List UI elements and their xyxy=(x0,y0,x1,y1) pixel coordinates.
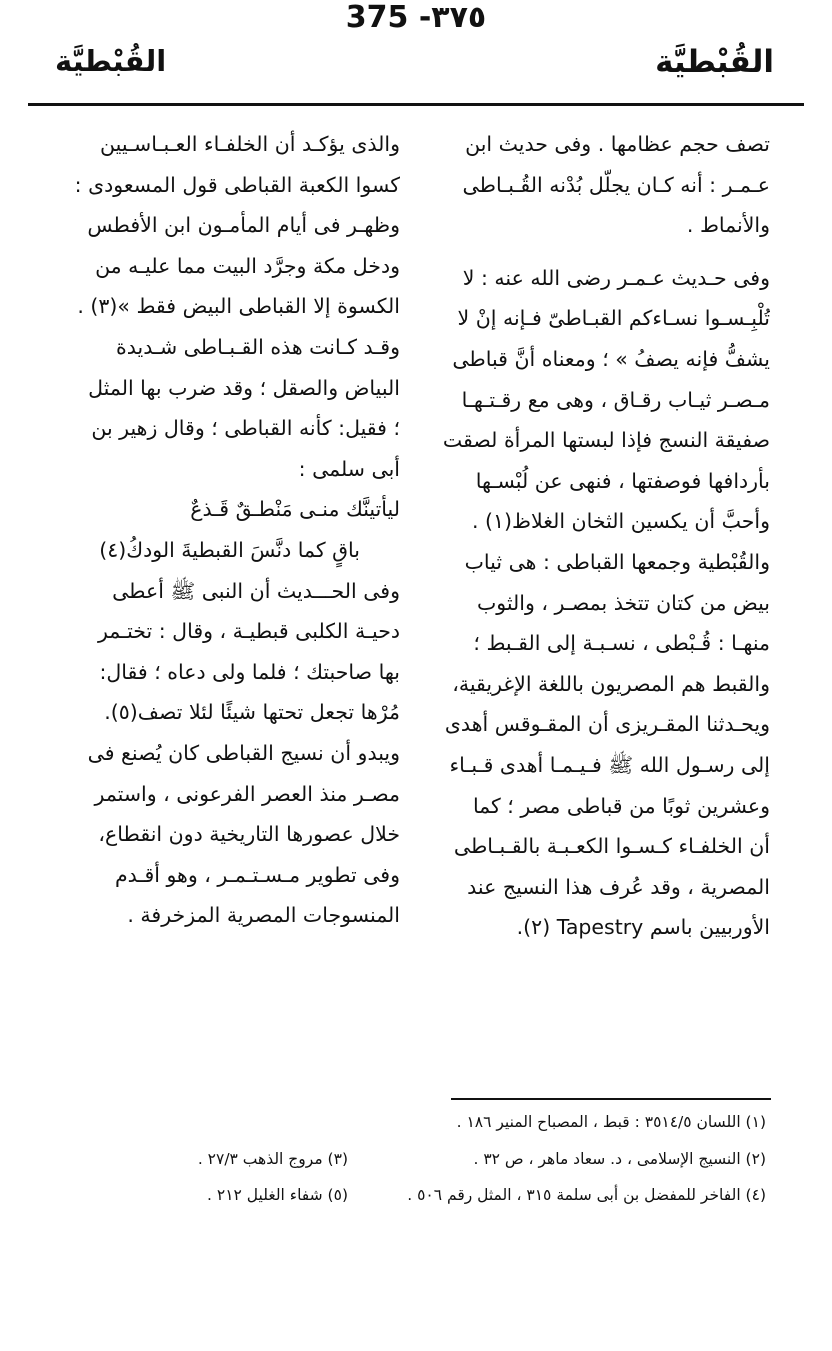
text-line: أبى سلمى : xyxy=(298,456,400,481)
text-line: تصف حجم عظامها . وفى حديث ابن xyxy=(465,132,770,156)
text-line: والقبط هم المصريون باللغة الإغريقية، xyxy=(452,671,770,696)
footnote-rule xyxy=(451,1098,771,1100)
footnote-4: (٤) الفاخر للمفضل بن أبى سلمة ٣١٥ ، المثل رقم ٥٠٦ . xyxy=(407,1186,766,1204)
text-line: وفى تطوير مـسـتـمـر ، وهو أقـدم xyxy=(114,862,400,887)
text-line: الكسوة إلا القباطى البيض فقط »(٣) . xyxy=(77,294,400,319)
right-column xyxy=(438,124,770,948)
text-line: ويبدو أن نسيج القباطى كان يُصنع فى xyxy=(87,740,400,765)
text-line: والأنماط . xyxy=(686,213,770,238)
text-line: الأوربيين باسم Tapestry (٢). xyxy=(516,915,770,940)
verse-line: ليأتينَّك منـى مَنْطـقٌ قَـذعٌ xyxy=(190,497,400,522)
text-line: بها صاحبتك ؛ فلما ولى دعاه ؛ فقال: xyxy=(99,659,400,684)
page-number: 375 -٣٧٥ xyxy=(345,0,487,35)
text-line: إلى رسـول الله ﷺ فـيـمـا أهدى قـبـاء xyxy=(449,752,770,777)
paragraph-gap xyxy=(438,246,770,258)
text-line: منهـا : قُـبْطى ، نسـبـة إلى القـبط ؛ xyxy=(473,631,770,656)
text-line: والقُبْطية وجمعها القباطى : هى ثياب xyxy=(464,549,770,574)
text-line: وقـد كـانت هذه القـبـاطى شـديدة xyxy=(116,334,400,359)
running-title-right: القُبْطيَّة xyxy=(655,44,774,80)
text-line: المنسوجات المصرية المزخرفة . xyxy=(127,903,400,928)
text-line: وأحبَّ أن يكسين الثخان الغلاظ(١) . xyxy=(471,509,770,534)
text-line: والذى يؤكـد أن الخلفـاء العـبـاسـيين xyxy=(100,132,400,156)
text-line: البياض والصقل ؛ وقد ضرب بها المثل xyxy=(88,375,400,400)
running-title-left: القُبْطيَّة xyxy=(55,44,167,78)
text-line: وفى الحـــديث أن النبى ﷺ أعطى xyxy=(112,578,400,603)
text-line: بيض من كتان تتخذ بمصـر ، والثوب xyxy=(476,590,770,615)
text-line: خلال عصورها التاريخية دون انقطاع، xyxy=(98,822,400,847)
text-line: مـصـر ثيـاب رقـاق ، وهى مع رقـتـهـا xyxy=(461,387,770,412)
text-line: تُلْبِـسـوا نسـاءكم القبـاطىّ فـإنه إنْ لا xyxy=(457,306,770,331)
text-line: مصـر منذ العصر الفرعونى ، واستمر xyxy=(94,781,400,806)
footnote-1: (١) اللسان ٣٥١٤/٥ : قبط ، المصباح المنير ١٨٦ . xyxy=(456,1113,766,1131)
text-line: أن الخلفـاء كـسـوا الكعـبـة بالقـبـاطى xyxy=(453,834,770,859)
footnote-2: (٢) النسيج الإسلامى ، د. سعاد ماهر ، ص ٣٢ . xyxy=(473,1150,766,1168)
footnote-5: (٥) شفاء الغليل ٢١٢ . xyxy=(207,1186,348,1204)
text-line: وعشرين ثوبًا من قباطى مصر ؛ كما xyxy=(472,793,770,818)
text-line: يشفُّ فإنه يصفُ » ؛ ومعناه أنَّ قباطى xyxy=(452,346,770,371)
header-rule xyxy=(28,103,804,106)
text-line: صفيقة النسج فإذا لبستها المرأة لصقت xyxy=(442,428,770,453)
text-line: وفى حـديث عـمـر رضى الله عنه : لا xyxy=(462,265,770,290)
text-line: مُرْها تجعل تحتها شيئًا لئلا تصف(٥). xyxy=(104,700,400,725)
text-line: ودخل مكة وجرَّد البيت مما عليـه من xyxy=(95,253,400,278)
text-line: المصرية ، وقد عُرف هذا النسيج عند xyxy=(467,874,770,899)
text-line: عـمـر : أنه كـان يجلّل بُدْنه القُـبـاطى xyxy=(462,172,770,197)
text-line: كسوا الكعبة القباطى قول المسعودى : xyxy=(74,172,400,197)
page-number-wrap xyxy=(0,0,832,35)
verse-line: باقٍ كما دنَّسَ القبطيةَ الودكُ(٤) xyxy=(99,537,360,562)
footnote-3: (٣) مروج الذهب ٢٧/٣ . xyxy=(197,1150,348,1168)
text-line: ؛ فقيل: كأنه القباطى ؛ وقال زهير بن xyxy=(91,416,400,441)
text-line: ويحـدثنا المقـريزى أن المقـوقس أهدى xyxy=(444,712,770,737)
text-line: بأردافها فوصفتها ، فنهى عن لُبْسـها xyxy=(475,468,770,493)
left-column xyxy=(60,124,400,936)
text-line: دحيـة الكلبى قبطيـة ، وقال : تختـمر xyxy=(97,619,400,644)
text-line: وظهـر فى أيام المأمـون ابن الأفطس xyxy=(87,213,400,238)
